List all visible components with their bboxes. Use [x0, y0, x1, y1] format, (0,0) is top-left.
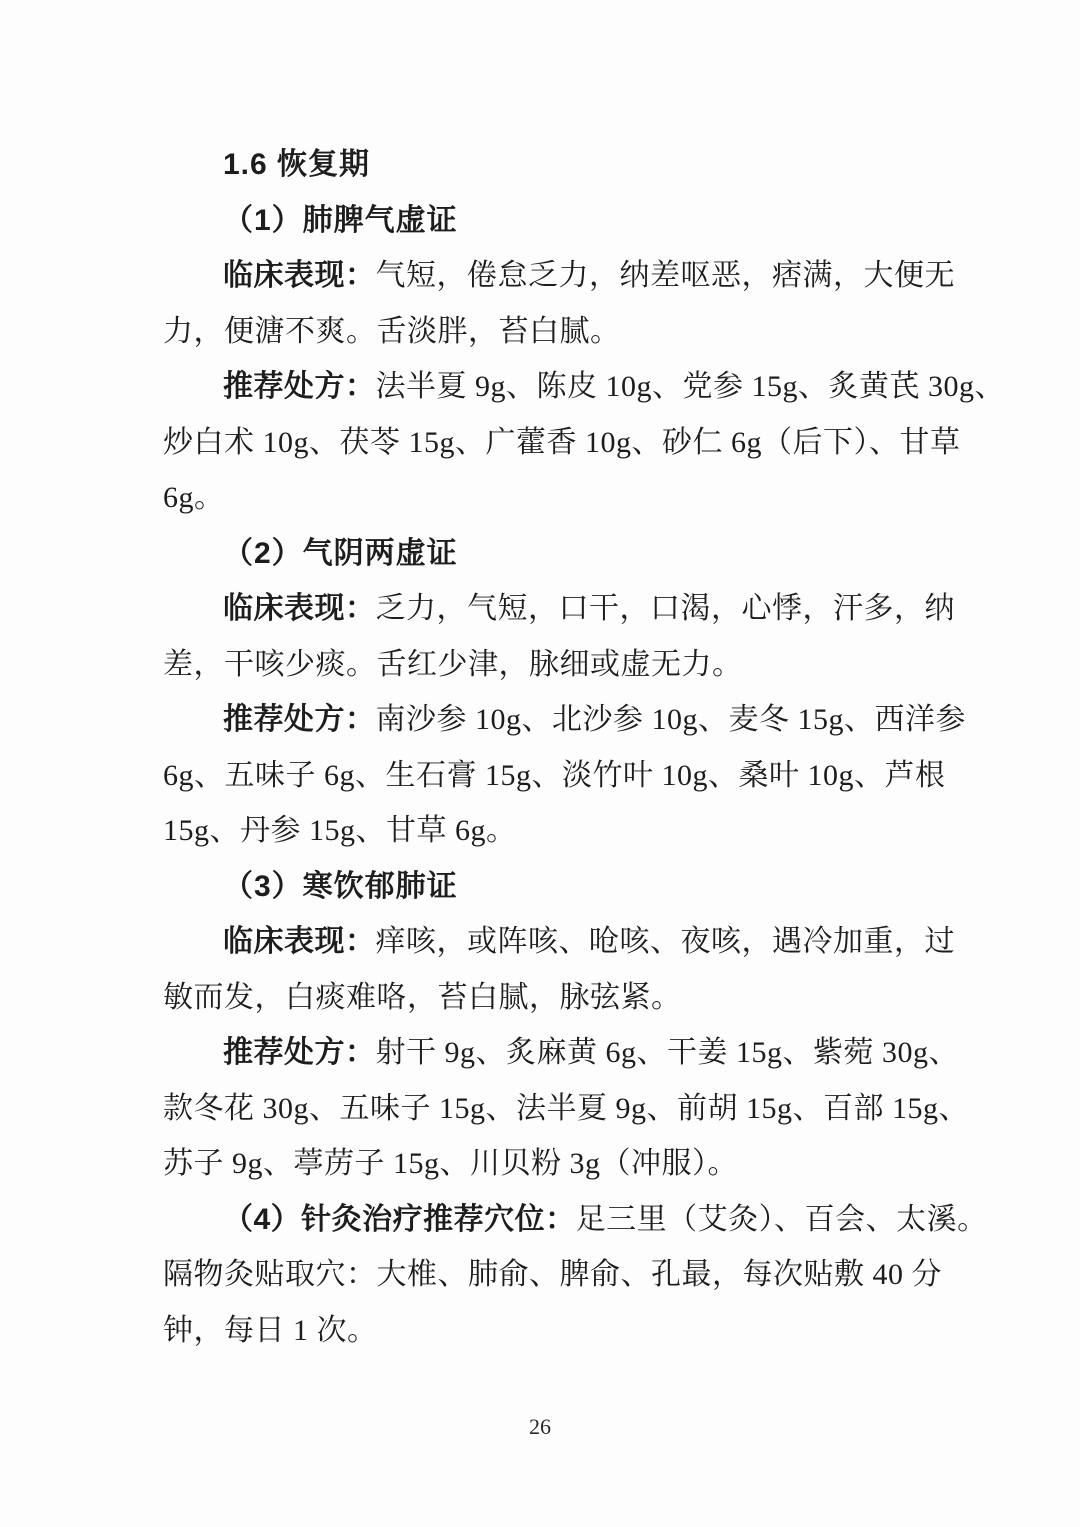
clinical-manifestations-2-line-1: [163, 581, 955, 637]
acupuncture-recommendation-line-1: [163, 1192, 988, 1248]
prescription-3-line-2: [163, 1081, 969, 1137]
acupuncture-recommendation-line-3: [163, 1303, 941, 1359]
prescription-1-line-2: [163, 415, 961, 471]
line-text: 射干 9g、炙麻黄 6g、干姜 15g、紫菀 30g、: [375, 1036, 959, 1069]
line-text: 痒咳，或阵咳、呛咳、夜咳，遇冷加重，过: [375, 925, 955, 958]
prescription-1-line-1: [163, 359, 1005, 415]
acupuncture-points-label: （4）针灸治疗推荐穴位：: [223, 1202, 576, 1236]
clinical-manifestations-1-line-1: [163, 248, 955, 304]
line-text: 苏子 9g、葶苈子 15g、川贝粉 3g（冲服）。: [163, 1147, 738, 1180]
line-text: 力，便溏不爽。舌淡胖，苔白腻。: [163, 314, 621, 348]
heading-syndrome-1-lung-spleen-qi-deficiency: [163, 193, 941, 249]
document-body: [163, 137, 1005, 1358]
clinical-manifestations-2-line-2: [163, 637, 941, 693]
clinical-manifestations-label: 临床表现：: [223, 925, 376, 958]
clinical-manifestations-3-line-2: [163, 970, 941, 1026]
line-text: 南沙参 10g、北沙参 10g、麦冬 15g、西洋参: [375, 703, 966, 736]
line-text: 气短，倦怠乏力，纳差呕恶，痞满，大便无: [375, 259, 955, 292]
prescription-2-line-2: [163, 748, 946, 804]
clinical-manifestations-3-line-1: [163, 914, 955, 970]
prescription-1-line-3: [163, 470, 941, 526]
page-number-text: 26: [529, 1414, 551, 1439]
prescription-2-line-1: [163, 692, 966, 748]
clinical-manifestations-label: 临床表现：: [223, 259, 376, 292]
line-text: 6g、五味子 6g、生石膏 15g、淡竹叶 10g、桑叶 10g、芦根: [163, 758, 946, 792]
line-text: 敏而发，白痰难咯，苔白腻，脉弦紧。: [163, 980, 682, 1014]
heading-recovery-period: [163, 137, 941, 193]
prescription-label: 推荐处方：: [223, 703, 376, 736]
heading-syndrome-2-qi-yin-deficiency: [163, 526, 941, 582]
line-text: 炒白术 10g、茯苓 15g、广藿香 10g、砂仁 6g（后下）、甘草: [163, 425, 961, 459]
heading-text: 1.6 恢复期: [223, 148, 371, 181]
line-text: 足三里（艾灸）、百会、太溪。: [575, 1202, 988, 1236]
line-text: 15g、丹参 15g、甘草 6g。: [163, 814, 517, 847]
heading-text: （3）寒饮郁肺证: [223, 869, 458, 903]
clinical-manifestations-1-line-2: [163, 304, 941, 360]
heading-text: （1）肺脾气虚证: [223, 203, 458, 237]
line-text: 法半夏 9g、陈皮 10g、党参 15g、炙黄芪 30g、: [375, 370, 1005, 403]
line-text: 乏力，气短，口干，口渴，心悸，汗多，纳: [375, 592, 955, 625]
prescription-label: 推荐处方：: [223, 1036, 376, 1069]
line-text: 隔物灸贴取穴：大椎、肺俞、脾俞、孔最，每次贴敷 40 分: [163, 1258, 942, 1291]
prescription-2-line-3: [163, 803, 941, 859]
acupuncture-recommendation-line-2: [163, 1247, 941, 1303]
prescription-label: 推荐处方：: [223, 370, 376, 403]
prescription-3-line-3: [163, 1136, 941, 1192]
line-text: 钟，每日 1 次。: [163, 1313, 378, 1347]
prescription-3-line-1: [163, 1025, 959, 1081]
heading-syndrome-3-cold-fluid-retention-lung: [163, 859, 941, 915]
heading-text: （2）气阴两虚证: [223, 536, 458, 570]
line-text: 6g。: [163, 481, 225, 514]
line-text: 款冬花 30g、五味子 15g、法半夏 9g、前胡 15g、百部 15g、: [163, 1091, 969, 1125]
clinical-manifestations-label: 临床表现：: [223, 592, 376, 625]
page-number: [0, 1412, 1080, 1442]
line-text: 差，干咳少痰。舌红少津，脉细或虚无力。: [163, 647, 743, 681]
